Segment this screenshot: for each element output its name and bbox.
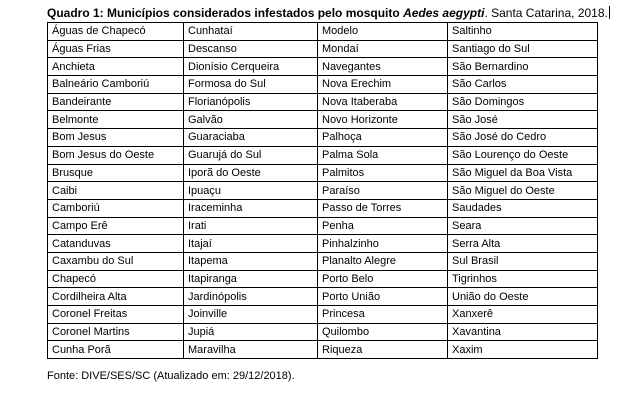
- table-cell: Palhoça: [318, 129, 448, 147]
- table-cell: Guaraciaba: [184, 129, 318, 147]
- table-row: [48, 217, 598, 235]
- table-cell: São José: [448, 111, 598, 129]
- table-cell: Xaxim: [448, 341, 598, 359]
- caption-location: . Santa Catarina, 2018.: [484, 6, 608, 20]
- table-cell: Tigrinhos: [448, 270, 598, 288]
- table-cell: Águas de Chapecó: [48, 23, 184, 41]
- caption-species: Aedes aegypti: [403, 6, 485, 20]
- table-cell: União do Oeste: [448, 288, 598, 306]
- table-row: [48, 252, 598, 270]
- table-cell: Itapiranga: [184, 270, 318, 288]
- table-cell: Anchieta: [48, 58, 184, 76]
- table-cell: Camboriú: [48, 199, 184, 217]
- table-cell: Itajaí: [184, 235, 318, 253]
- table-cell: Xanxerê: [448, 306, 598, 324]
- table-row: [48, 164, 598, 182]
- table-cell: Formosa do Sul: [184, 76, 318, 94]
- table-cell: São Bernardino: [448, 58, 598, 76]
- table-cell: Jardinópolis: [184, 288, 318, 306]
- table-cell: Iporã do Oeste: [184, 164, 318, 182]
- table-cell: Joinville: [184, 306, 318, 324]
- table-cell: Princesa: [318, 306, 448, 324]
- table-caption: [47, 5, 610, 21]
- table-row: [48, 341, 598, 359]
- table-row: [48, 76, 598, 94]
- table-row: [48, 58, 598, 76]
- table-row: [48, 23, 598, 41]
- table-cell: Coronel Freitas: [48, 306, 184, 324]
- table-cell: Descanso: [184, 40, 318, 58]
- table-cell: Quilombo: [318, 323, 448, 341]
- table-cell: Cordilheira Alta: [48, 288, 184, 306]
- table-cell: Pinhalzinho: [318, 235, 448, 253]
- table-row: [48, 235, 598, 253]
- table-cell: São Domingos: [448, 93, 598, 111]
- table-cell: Belmonte: [48, 111, 184, 129]
- table-row: [48, 199, 598, 217]
- table-cell: São Miguel do Oeste: [448, 182, 598, 200]
- table-cell: Chapecó: [48, 270, 184, 288]
- table-cell: Catanduvas: [48, 235, 184, 253]
- table-cell: Ipuaçu: [184, 182, 318, 200]
- table-row: [48, 129, 598, 147]
- table-cell: Riqueza: [318, 341, 448, 359]
- table-cell: Palmitos: [318, 164, 448, 182]
- table-cell: Cunha Porã: [48, 341, 184, 359]
- table-row: [48, 323, 598, 341]
- table-cell: Águas Frias: [48, 40, 184, 58]
- table-row: [48, 40, 598, 58]
- table-cell: Brusque: [48, 164, 184, 182]
- table-cell: Dionísio Cerqueira: [184, 58, 318, 76]
- table-cell: Coronel Martins: [48, 323, 184, 341]
- table-cell: Porto União: [318, 288, 448, 306]
- municipalities-table-body: [48, 23, 598, 359]
- table-cell: Saltinho: [448, 23, 598, 41]
- table-cell: Modelo: [318, 23, 448, 41]
- table-cell: Nova Erechim: [318, 76, 448, 94]
- table-cell: Bandeirante: [48, 93, 184, 111]
- municipalities-table: [47, 22, 598, 359]
- table-cell: Saudades: [448, 199, 598, 217]
- table-cell: Irati: [184, 217, 318, 235]
- table-cell: Planalto Alegre: [318, 252, 448, 270]
- table-cell: Guarujá do Sul: [184, 146, 318, 164]
- table-cell: São Carlos: [448, 76, 598, 94]
- table-cell: Mondaí: [318, 40, 448, 58]
- table-cell: Seara: [448, 217, 598, 235]
- table-cell: Novo Horizonte: [318, 111, 448, 129]
- table-cell: Navegantes: [318, 58, 448, 76]
- table-cell: Bom Jesus: [48, 129, 184, 147]
- caption-label: Quadro 1: Municípios considerados infestados pelo mosquito: [47, 6, 400, 20]
- table-cell: Porto Belo: [318, 270, 448, 288]
- table-row: [48, 306, 598, 324]
- table-row: [48, 182, 598, 200]
- table-cell: Caxambu do Sul: [48, 252, 184, 270]
- table-cell: Caibi: [48, 182, 184, 200]
- table-cell: Galvão: [184, 111, 318, 129]
- table-cell: Bom Jesus do Oeste: [48, 146, 184, 164]
- table-cell: São Miguel da Boa Vista: [448, 164, 598, 182]
- table-cell: Balneário Camboriú: [48, 76, 184, 94]
- table-cell: Maravilha: [184, 341, 318, 359]
- table-cell: Campo Erê: [48, 217, 184, 235]
- table-row: [48, 111, 598, 129]
- table-cell: Santiago do Sul: [448, 40, 598, 58]
- table-cell: Passo de Torres: [318, 199, 448, 217]
- table-cell: Palma Sola: [318, 146, 448, 164]
- table-row: [48, 93, 598, 111]
- table-row: [48, 270, 598, 288]
- table-cell: Paraíso: [318, 182, 448, 200]
- text-cursor: [609, 6, 610, 19]
- table-cell: Iraceminha: [184, 199, 318, 217]
- table-cell: São José do Cedro: [448, 129, 598, 147]
- table-cell: Sul Brasil: [448, 252, 598, 270]
- table-cell: São Lourenço do Oeste: [448, 146, 598, 164]
- table-row: [48, 146, 598, 164]
- table-cell: Penha: [318, 217, 448, 235]
- source-note: Fonte: DIVE/SES/SC (Atualizado em: 29/12/2018).: [47, 370, 295, 382]
- table-cell: Florianópolis: [184, 93, 318, 111]
- table-cell: Itapema: [184, 252, 318, 270]
- table-cell: Jupiá: [184, 323, 318, 341]
- table-cell: Serra Alta: [448, 235, 598, 253]
- table-cell: Nova Itaberaba: [318, 93, 448, 111]
- table-cell: Cunhataí: [184, 23, 318, 41]
- table-cell: Xavantina: [448, 323, 598, 341]
- table-row: [48, 288, 598, 306]
